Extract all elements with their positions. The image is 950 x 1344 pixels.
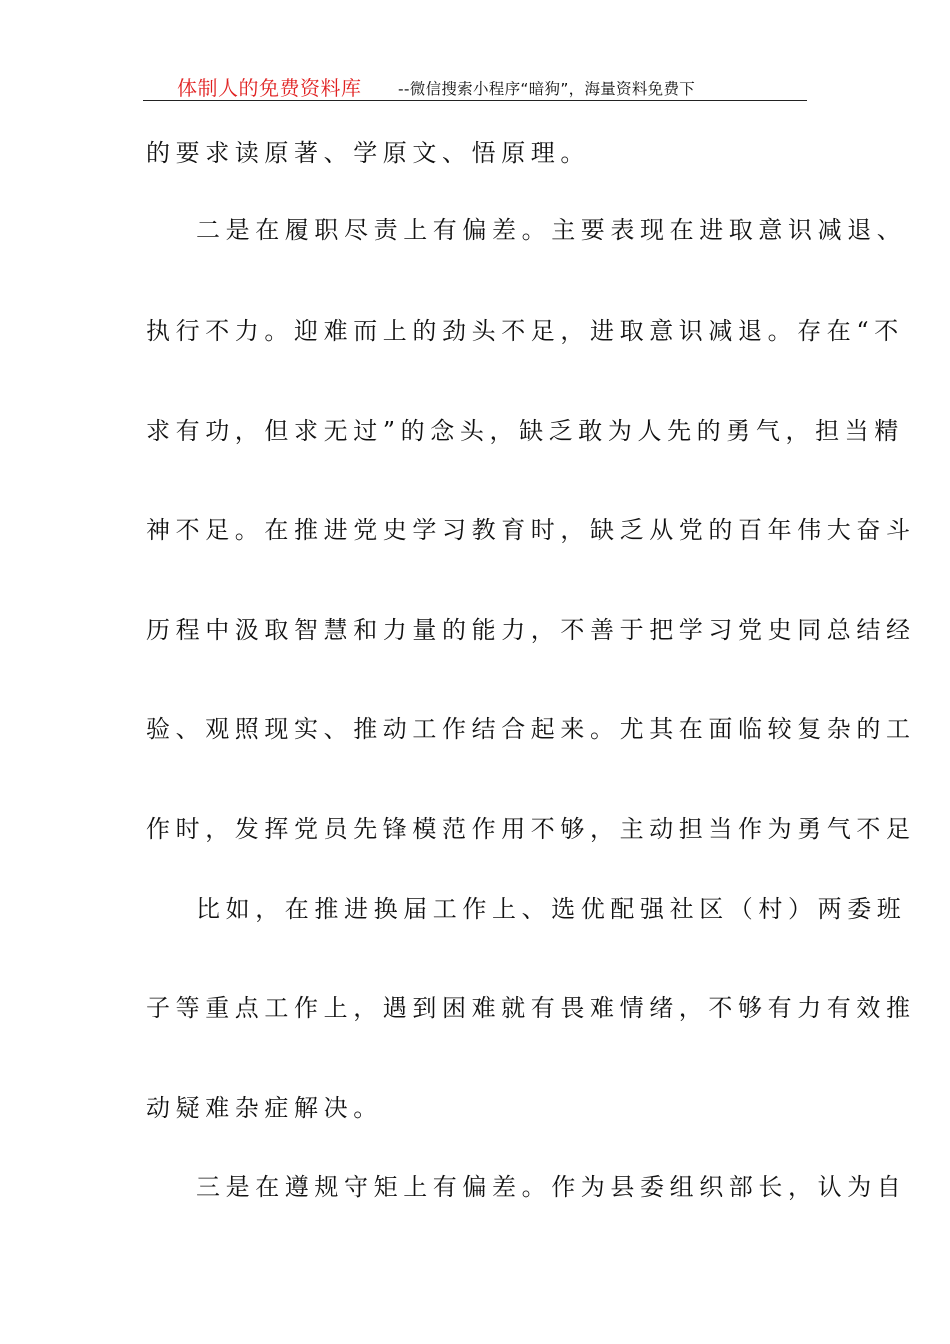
page-header <box>143 70 807 101</box>
text-line: 子等重点工作上，遇到困难就有畏难情绪，不够有力有效推 <box>146 994 916 1022</box>
text-line: 验、观照现实、推动工作结合起来。尤其在面临较复杂的工 <box>146 715 916 743</box>
text-line: 作时，发挥党员先锋模范作用不够，主动担当作为勇气不足 <box>146 815 916 843</box>
text-line: 三是在遵规守矩上有偏差。作为县委组织部长，认为自 <box>196 1173 907 1201</box>
text-line: 神不足。在推进党史学习教育时，缺乏从党的百年伟大奋斗 <box>146 516 916 544</box>
text-line: 求有功，但求无过”的念头，缺乏敢为人先的勇气，担当精 <box>146 417 904 445</box>
text-line: 二是在履职尽责上有偏差。主要表现在进取意识减退、 <box>196 216 907 244</box>
text-line: 的要求读原著、学原文、悟原理。 <box>146 139 590 167</box>
text-line: 历程中汲取智慧和力量的能力，不善于把学习党史同总结经 <box>146 616 916 644</box>
text-line: 动疑难杂症解决。 <box>146 1094 383 1122</box>
header-brand: 体制人的免费资料库 <box>177 76 362 100</box>
header-tagline: --微信搜索小程序“暗狗”，海量资料免费下 <box>398 80 696 98</box>
text-line: 执行不力。迎难而上的劲头不足，进取意识减退。存在“不 <box>146 317 904 345</box>
text-line: 比如，在推进换届工作上、选优配强社区（村）两委班 <box>196 895 907 923</box>
